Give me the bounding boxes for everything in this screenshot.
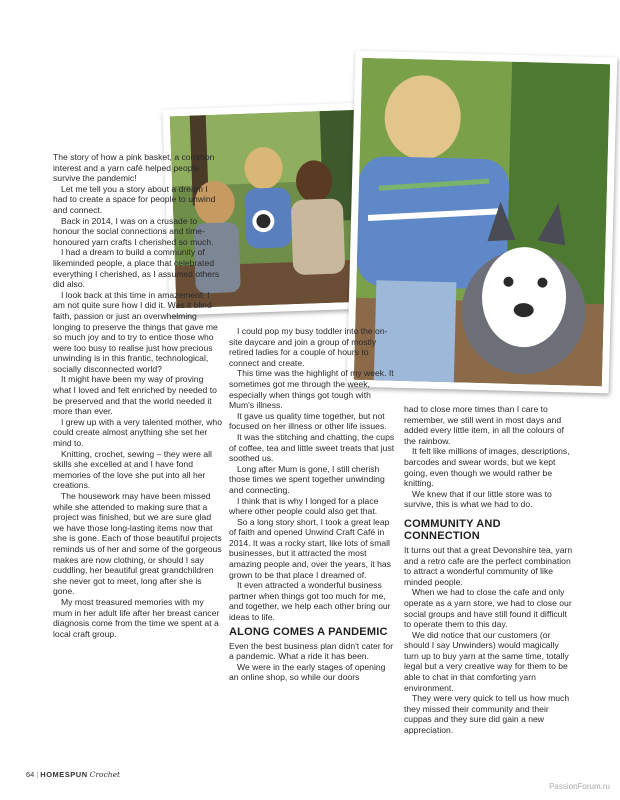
paragraph: It felt like millions of images, descriptions, barcodes and swear words, but we kept going, even though we would rather be knitting. xyxy=(404,446,570,489)
section-heading-pandemic: ALONG COMES A PANDEMIC xyxy=(229,625,388,638)
paragraph: It might have been my way of proving what I loved and felt enriched by needed to be preserved and that the world needed it more than ever. xyxy=(53,374,217,417)
paragraph: I look back at this time in amazement: I am not quite sure how I did it. Was it blind faith, passion or just an overwhelming longing to preserve the things that gave me so much joy and to try to entice those who were too busy to realise just how precious unwinding is in this frantic, technological, socially disconnected world? xyxy=(53,289,218,374)
paragraph: When we had to close the cafe and only operate as a yarn store, we had to close our social groups and have still found it difficult to operate them to this day. xyxy=(404,587,572,630)
paragraph: It turns out that a great Devonshire tea, yarn and a retro cafe are the perfect combination to attract a wonderful community of like minded people. xyxy=(404,544,573,587)
watermark: PassionForum.ru xyxy=(549,782,610,791)
section-heading-community: COMMUNITY AND CONNECTION xyxy=(404,517,501,542)
paragraph: We did notice that our customers (or should I say Unwinders) would magically turn up to buy yarn at the same time, totally legal but a very creative way for them to be able to chat in that comforting yarn environment. xyxy=(404,629,569,693)
paragraph: It gave us quality time together, but not focused on her illness or other life issues. xyxy=(229,410,387,432)
paragraph: Let me tell you a story about a dream I had to create a space for people to unwind and connect. xyxy=(53,183,216,215)
paragraph: Back in 2014, I was on a crusade to honour the social connections and time-honoured yarn crafts I cherished so much. xyxy=(53,215,214,247)
article-column-3 xyxy=(404,404,574,736)
paragraph: We were in the early stages of opening an online shop, so while our doors xyxy=(229,661,386,683)
paragraph: Even the best business plan didn't cater for a pandemic. What a ride it has been. xyxy=(229,640,394,662)
paragraph: It was the stitching and chatting, the cups of coffee, tea and little sweet treats that just soothed us. xyxy=(229,431,395,464)
paragraph: Long after Mum is gone, I still cherish those times we spent together unwinding and connecting. xyxy=(229,463,385,495)
paragraph: had to close more times than I care to remember, we still went in most days and added every little item, in all the colours of the rainbow. xyxy=(404,404,565,446)
paragraph: I could pop my busy toddler into the on-site daycare and join a group of mostly retired ladies for a couple of hours to connect and create. xyxy=(229,326,388,368)
paragraph: This time was the highlight of my week. It sometimes got me through the week, especially when things got tough with Mum's illness. xyxy=(229,368,394,411)
paragraph: We knew that if our little store was to survive, this is what we had to do. xyxy=(404,488,552,510)
paragraph: The housework may have been missed while she attended to making sure that a project was finished, but we are sure glad we have those long-lasting items now that she is gone. Each of those beautiful projects reminds us of her and some of the gorgeous makes are now clothing, or should I say cuddling, her beautiful great grandchildren she never got to meet, long after she is gone. xyxy=(53,491,222,597)
paragraph: It even attracted a wonderful business partner when things got too much for me, and together, we help each other bring our ideas to life. xyxy=(229,580,391,623)
paragraph: Knitting, crochet, sewing – they were all skills she excelled at and I have fond memories of the love she put into all her creations. xyxy=(53,448,212,491)
paragraph: So a long story short, I took a great leap of faith and opened Unwind Craft Café in 2014. It was a rocky start, like lots of small businesses, but it attracted the most amazing people and, over the years, it has grown to be that place I dreamed of. xyxy=(229,516,391,580)
article-column-2 xyxy=(229,326,395,683)
page-number: 64 xyxy=(26,770,35,779)
page-footer: 64 | HOMESPUN Crochet xyxy=(26,770,121,779)
paragraph: They were very quick to tell us how much they missed their community and their cuppas and they sure did gain a new appreciation. xyxy=(404,693,570,736)
paragraph: I grew up with a very talented mother, who could create almost anything she set her mind to. xyxy=(53,416,222,449)
article-column-1 xyxy=(53,152,223,639)
intro-paragraph: The story of how a pink basket, a common interest and a yarn café helped people survive the pandemic! xyxy=(53,152,215,184)
paragraph: My most treasured memories with my mum in her adult life after her breast cancer diagnosis come from the time we spent at a local craft group. xyxy=(53,596,220,639)
magazine-subtitle: Crochet xyxy=(89,770,121,779)
paragraph: I think that is why I longed for a place where other people could also get that. xyxy=(229,495,379,517)
magazine-brand: HOMESPUN xyxy=(40,770,88,779)
paragraph: I had a dream to build a community of likeminded people, a place that celebrated everything I cherished, as I assumed others did also. xyxy=(53,247,220,290)
